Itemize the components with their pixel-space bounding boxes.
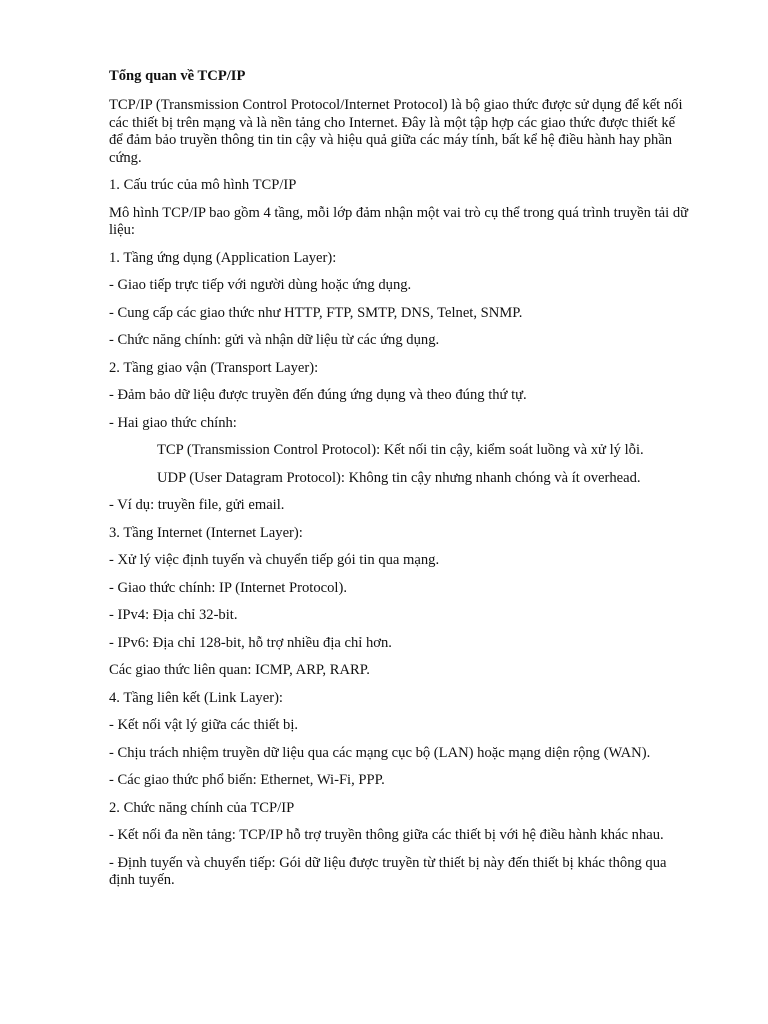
- list-item: - Kết nối vật lý giữa các thiết bị.: [109, 717, 299, 733]
- udp-item: UDP (User Datagram Protocol): Không tin cậy nhưng nhanh chóng và ít overhead.: [157, 469, 641, 486]
- list-item: Các giao thức liên quan: ICMP, ARP, RARP.: [109, 662, 370, 678]
- tcp-item: TCP (Transmission Control Protocol): Kết nối tin cậy, kiểm soát luồng và xử lý lỗi.: [157, 442, 644, 458]
- layer2-heading: 2. Tầng giao vận (Transport Layer):: [109, 359, 319, 376]
- list-item: - Hai giao thức chính:: [109, 414, 237, 431]
- list-item: - IPv4: Địa chỉ 32-bit.: [109, 607, 238, 623]
- layer1-heading: 1. Tầng ứng dụng (Application Layer):: [109, 249, 337, 266]
- intro-paragraph: TCP/IP (Transmission Control Protocol/Internet Protocol) là bộ giao thức được sử dụng để kết nối các thiết bị trên mạng và là nền tảng cho Internet. Đây là một tập hợp các giao thức được thiết kế để đảm bảo truyền thông tin tin cậy và hiệu quả giữa các máy tính, bất kể hệ điều hành hay phần cứng.: [109, 97, 683, 166]
- list-item: - Giao tiếp trực tiếp với người dùng hoặc ứng dụng.: [109, 277, 412, 293]
- list-item: - Các giao thức phổ biến: Ethernet, Wi-Fi, PPP.: [109, 772, 385, 788]
- section1-intro: Mô hình TCP/IP bao gồm 4 tầng, mỗi lớp đảm nhận một vai trò cụ thể trong quá trình truyền tải dữ liệu:: [109, 204, 689, 238]
- layer4-heading: 4. Tầng liên kết (Link Layer):: [109, 689, 283, 706]
- list-item: - Ví dụ: truyền file, gửi email.: [109, 497, 285, 513]
- document-page: [109, 67, 689, 900]
- layer3-heading: 3. Tầng Internet (Internet Layer):: [109, 524, 303, 541]
- list-item: - Xử lý việc định tuyến và chuyển tiếp gói tin qua mạng.: [109, 552, 440, 568]
- list-item: - IPv6: Địa chỉ 128-bit, hỗ trợ nhiều địa chỉ hơn.: [109, 634, 392, 651]
- list-item: - Chức năng chính: gửi và nhận dữ liệu từ các ứng dụng.: [109, 332, 440, 348]
- list-item: - Đảm bảo dữ liệu được truyền đến đúng ứng dụng và theo đúng thứ tự.: [109, 387, 527, 403]
- list-item: - Kết nối đa nền tảng: TCP/IP hỗ trợ truyền thông giữa các thiết bị với hệ điều hành khác nhau.: [109, 827, 664, 843]
- document-title: Tổng quan về TCP/IP: [109, 68, 246, 84]
- section2-heading: 2. Chức năng chính của TCP/IP: [109, 799, 295, 816]
- list-item: - Cung cấp các giao thức như HTTP, FTP, SMTP, DNS, Telnet, SNMP.: [109, 304, 523, 321]
- list-item: - Định tuyến và chuyển tiếp: Gói dữ liệu được truyền từ thiết bị này đến thiết bị khác thông qua định tuyến.: [109, 854, 667, 888]
- list-item: - Chịu trách nhiệm truyền dữ liệu qua các mạng cục bộ (LAN) hoặc mạng diện rộng (WAN).: [109, 744, 651, 761]
- section1-heading: 1. Cấu trúc của mô hình TCP/IP: [109, 177, 297, 193]
- list-item: - Giao thức chính: IP (Internet Protocol).: [109, 579, 347, 596]
